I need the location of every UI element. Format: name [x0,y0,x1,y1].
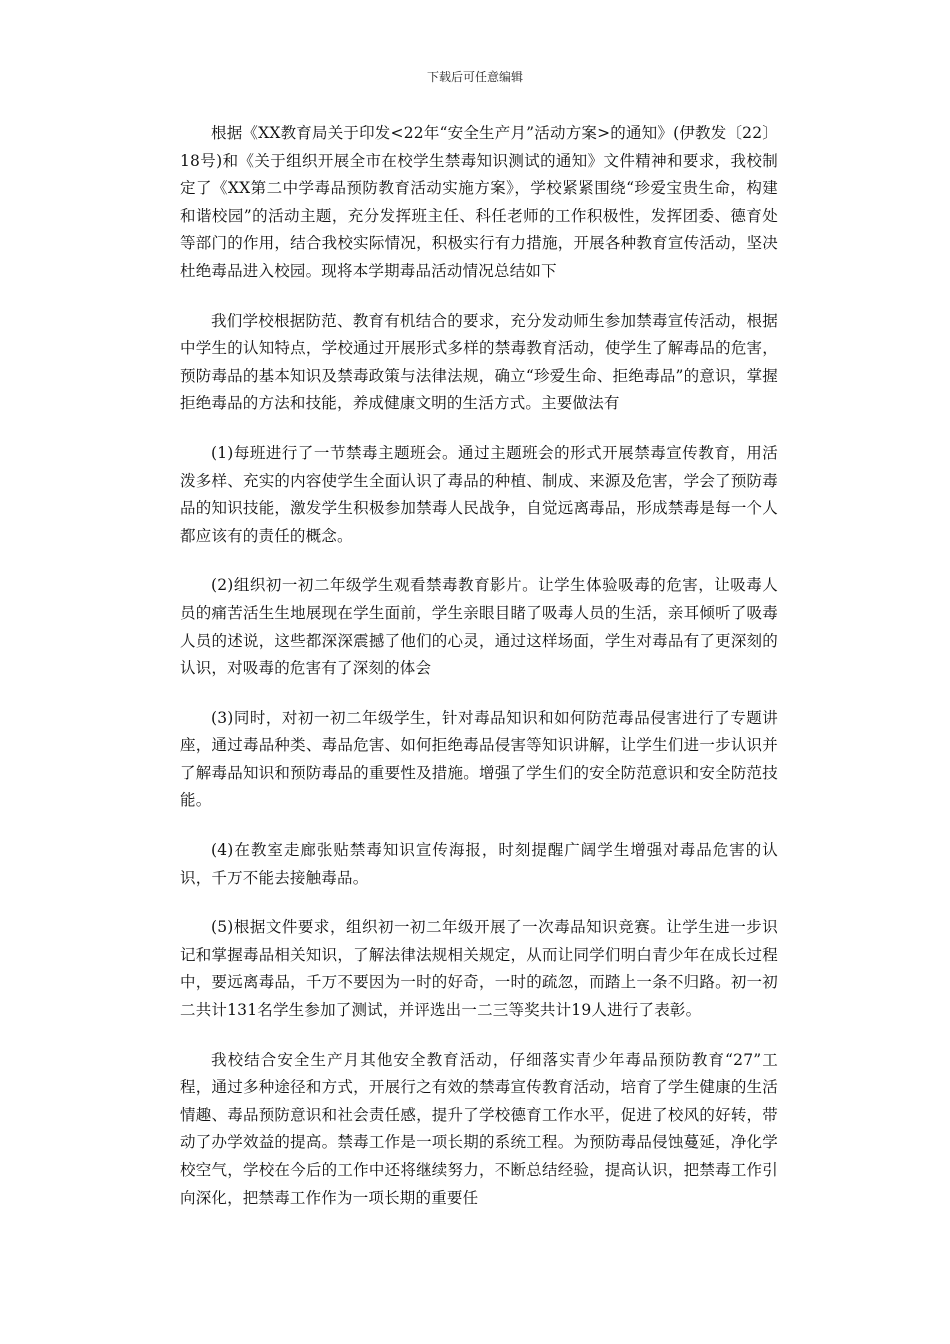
document-body [180,120,778,1234]
paragraph-approach: 我们学校根据防范、教育有机结合的要求，充分发动师生参加禁毒宣传活动，根据中学生的认知特点，学校通过开展形式多样的禁毒教育活动，使学生了解毒品的危害，预防毒品的基本知识及禁毒政策与法律法规，确立“珍爱生命、拒绝毒品”的意识，掌握拒绝毒品的方法和技能，养成健康文明的生活方式。主要做法有 [180,311,778,413]
paragraph-item-2: (2)组织初一初二年级学生观看禁毒教育影片。让学生体验吸毒的危害，让吸毒人员的痛苦活生生地展现在学生面前，学生亲眼目睹了吸毒人员的生活，亲耳倾听了吸毒人员的述说，这些都深深震撼了他们的心灵，通过这样场面，学生对毒品有了更深刻的认识，对吸毒的危害有了深刻的体会 [180,576,778,678]
paragraph-item-4: (4)在教室走廊张贴禁毒知识宣传海报，时刻提醒广阔学生增强对毒品危害的认识，千万不能去接触毒品。 [180,841,778,887]
paragraph-item-5: (5)根据文件要求，组织初一初二年级开展了一次毒品知识竞赛。让学生进一步识记和掌握毒品相关知识，了解法律法规相关规定，从而让同学们明白青少年在成长过程中，要远离毒品，千万不要因为一时的好奇，一时的疏忽，而踏上一条不归路。初一初二共计131名学生参加了测试，并评选出一二三等奖共计19人进行了表彰。 [180,918,778,1020]
page-header-note: 下载后可任意编辑 [426,70,523,84]
paragraph-intro: 根据《XX教育局关于印发<22年“安全生产月”活动方案>的通知》(伊教发〔22〕18号)和《关于组织开展全市在校学生禁毒知识测试的通知》文件精神和要求，我校制定了《XX第二中学毒品预防教育活动实施方案》，学校紧紧围绕“珍爱宝贵生命，构建和谐校园”的活动主题，充分发挥班主任、科任老师的工作积极性，发挥团委、德育处等部门的作用，结合我校实际情况，积极实行有力措施，开展各种教育宣传活动，坚决杜绝毒品进入校园。现将本学期毒品活动情况总结如下 [180,124,778,280]
paragraph-item-1: (1)每班进行了一节禁毒主题班会。通过主题班会的形式开展禁毒宣传教育，用活泼多样、充实的内容使学生全面认识了毒品的种植、制成、来源及危害，学会了预防毒品的知识技能，激发学生积极参加禁毒人民战争，自觉远离毒品，形成禁毒是每一个人都应该有的责任的概念。 [180,443,778,545]
paragraph-item-3: (3)同时，对初一初二年级学生，针对毒品知识和如何防范毒品侵害进行了专题讲座，通过毒品种类、毒品危害、如何拒绝毒品侵害等知识讲解，让学生们进一步认识并了解毒品知识和预防毒品的重要性及措施。增强了学生们的安全防范意识和安全防范技能。 [180,708,778,810]
paragraph-conclusion: 我校结合安全生产月其他安全教育活动，仔细落实青少年毒品预防教育“27”工程，通过多种途径和方式，开展行之有效的禁毒宣传教育活动，培育了学生健康的生活情趣、毒品预防意识和社会责任感，提升了学校德育工作水平，促进了校风的好转，带动了办学效益的提高。禁毒工作是一项长期的系统工程。为预防毒品侵蚀蔓延，净化学校空气，学校在今后的工作中还将继续努力，不断总结经验，提高认识，把禁毒工作引向深化，把禁毒工作作为一项长期的重要任 [180,1050,778,1207]
